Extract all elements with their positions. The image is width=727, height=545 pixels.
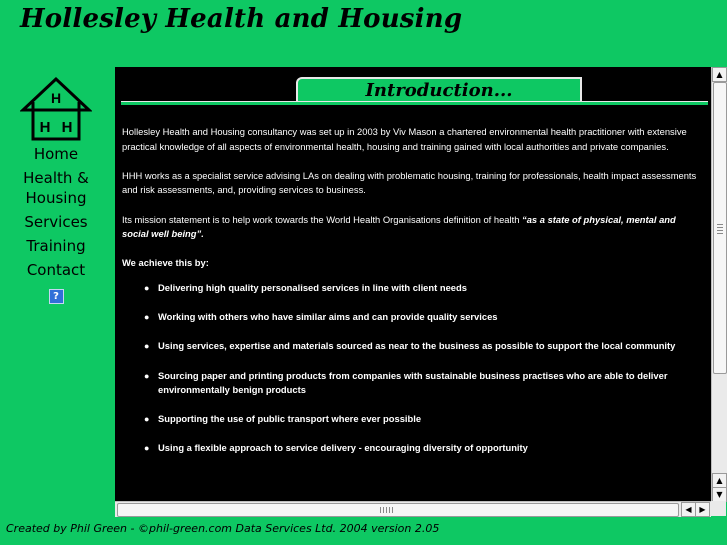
nav-link-training[interactable]: Training [26,237,86,255]
heading-rule [121,101,708,105]
scroll-left-arrow-icon[interactable]: ◀ [681,502,696,517]
content-body [122,125,704,471]
help-icon[interactable]: ? [49,289,64,304]
house-logo-icon [20,76,92,142]
nav-link-health-housing[interactable]: Health & Housing [23,169,89,207]
achieve-lead: We achieve this by: [122,257,209,269]
scroll-up-arrow-icon[interactable]: ▲ [712,67,727,82]
list-item: ● Sourcing paper and printing products from companies with sustainable business practises who are able to deliver environmentally benign products [144,369,668,396]
bullet-icon: ● [144,341,150,352]
footer-credit: Created by Phil Green - ©phil-green.com Data Services Ltd. 2004 version 2.05 [6,522,440,535]
list-item: ● Working with others who have similar aims and can provide quality services [122,310,704,325]
list-item: ● Delivering high quality personalised services in line with client needs [122,281,704,296]
svg-text:H: H [39,119,51,136]
bullet-icon: ● [144,370,150,381]
achievement-list [122,281,704,456]
bullet-icon: ● [144,414,150,425]
svg-text:H: H [61,119,73,136]
horizontal-scrollbar[interactable] [115,501,711,517]
bullet-icon: ● [144,443,150,454]
mission-quote: “as a state of physical, mental and social well being”. [122,213,676,240]
services-paragraph: HHH works as a specialist service advising LAs on dealing with problematic housing, training for professionals, health impact assessments and risk assessments, and, providing services to business. [122,169,697,196]
scrollbar-corner [711,501,726,516]
mission-text: Its mission statement is to help work towards the World Health Organisations definition of health [122,213,523,225]
scroll-down-arrow-icon[interactable]: ▼ [712,487,727,502]
nav-link-services[interactable]: Services [24,213,88,231]
list-item: ● Using services, expertise and materials sourced as near to the business as possible to support the local community [122,339,704,354]
svg-text:H: H [50,90,62,106]
list-item: ● Supporting the use of public transport where ever possible [122,412,704,427]
vertical-scrollbar[interactable] [711,67,727,501]
nav-link-contact[interactable]: Contact [26,261,86,279]
bullet-icon: ● [144,312,150,323]
nav-link-home[interactable]: Home [33,145,79,163]
list-item: ● Using a flexible approach to service delivery - encouraging diversity of opportunity [122,441,704,456]
sidebar-nav [14,76,98,304]
content-frame [115,67,726,516]
vertical-scroll-thumb[interactable] [713,82,727,374]
section-heading: Introduction... [296,77,582,103]
mission-paragraph [122,213,704,242]
intro-paragraph: Hollesley Health and Housing consultancy was set up in 2003 by Viv Mason a chartered environmental health practitioner with extensive practical knowledge of all aspects of environmental health, housing and training gained with local authorities and private companies. [122,126,687,152]
bullet-icon: ● [144,282,150,293]
horizontal-scroll-thumb[interactable] [117,503,679,517]
site-title: Hollesley Health and Housing [20,4,463,34]
scroll-right-arrow-icon[interactable]: ▶ [695,502,710,517]
scroll-up-arrow-icon[interactable]: ▲ [712,473,727,488]
